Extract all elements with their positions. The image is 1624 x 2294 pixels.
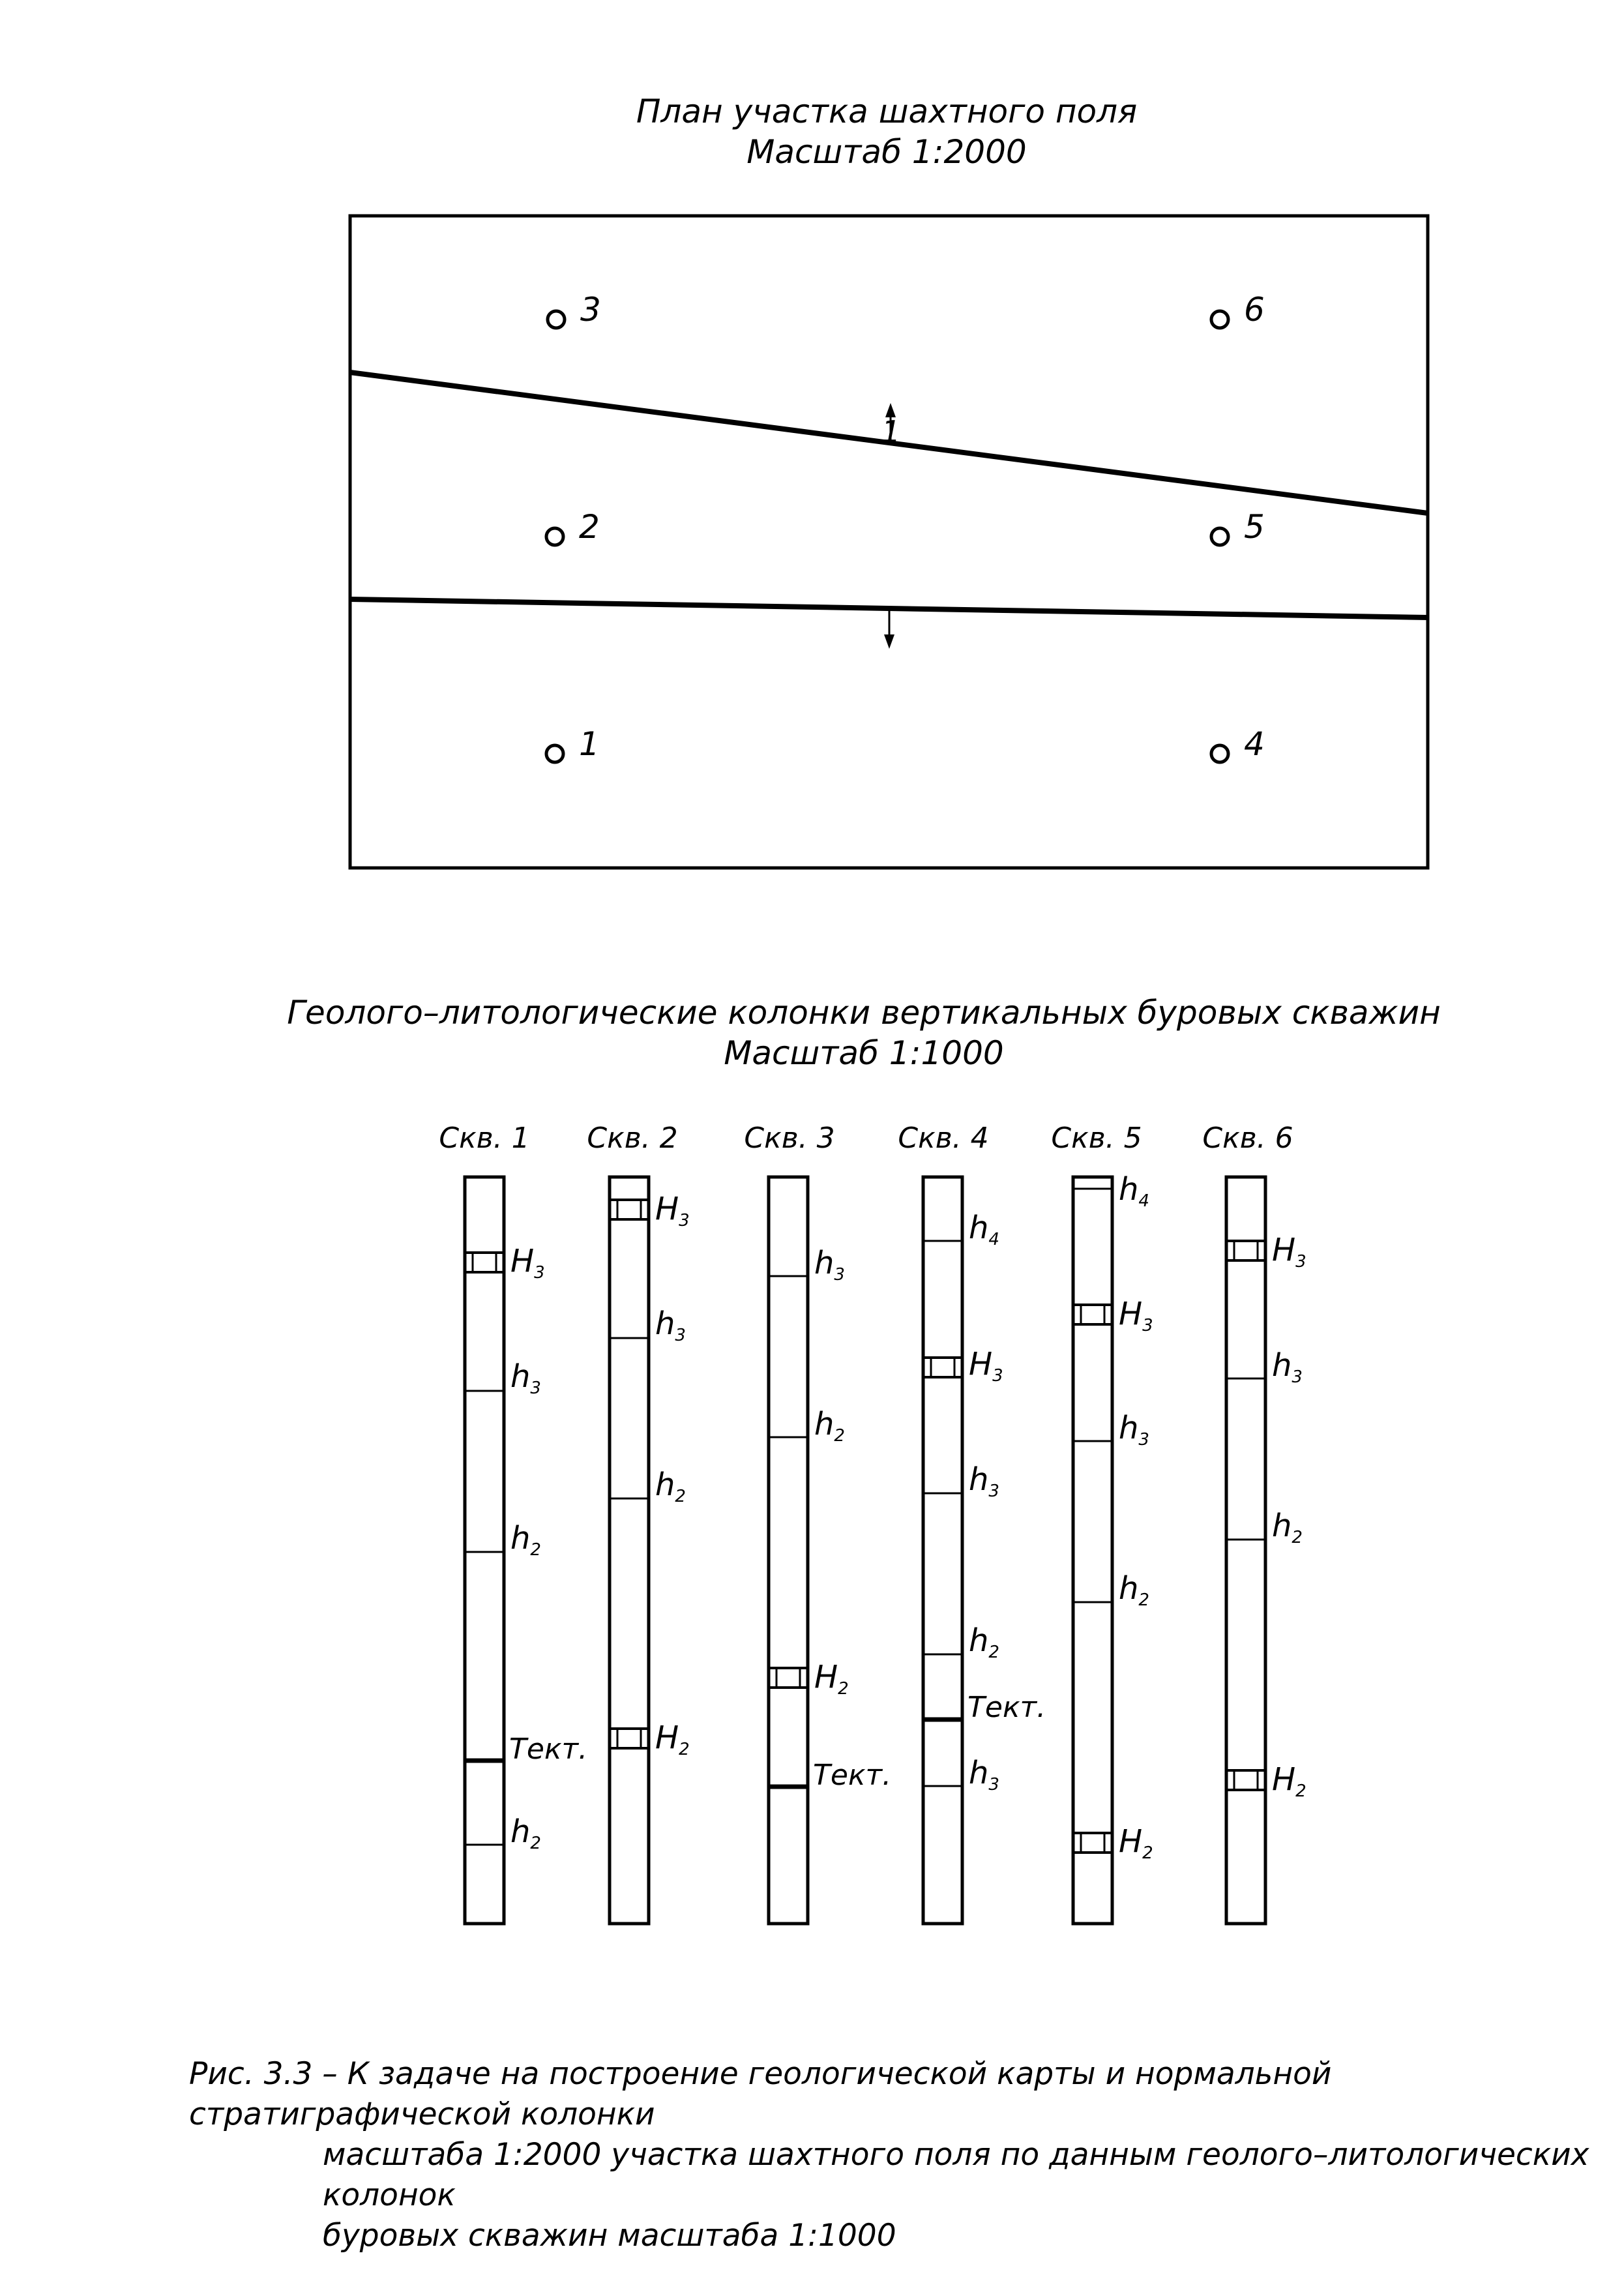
column-6-label-h3: $h_3$ <box>1272 1347 1303 1387</box>
well-6-marker <box>1211 311 1228 328</box>
column-2-frame <box>610 1177 649 1924</box>
column-4-title: Скв. 4 <box>898 1122 989 1155</box>
column-5-title: Скв. 5 <box>1051 1122 1142 1155</box>
column-6-frame <box>1226 1177 1265 1924</box>
plan-frame <box>350 216 1428 868</box>
column-4-frame <box>923 1177 962 1924</box>
well-6-label: 6 <box>1244 291 1265 329</box>
coal-seam-H2 <box>769 1668 808 1688</box>
column-4-label-h3-lower: $h_3$ <box>969 1755 999 1795</box>
column-1-title: Скв. 1 <box>439 1122 530 1155</box>
coal-seam-H3 <box>923 1358 962 1377</box>
column-1-label-h3: $h_3$ <box>510 1358 541 1398</box>
well-4-marker <box>1211 745 1228 762</box>
column-1-label-h2-lower: $h_2$ <box>510 1813 541 1853</box>
column-3-frame <box>769 1177 808 1924</box>
dip-arrow-lower-head <box>884 634 894 649</box>
column-skv-1 <box>439 1122 587 1924</box>
column-6-label-H3: $H_3$ <box>1272 1232 1307 1272</box>
well-3-marker <box>548 311 565 328</box>
column-4-label-h3: $h_3$ <box>969 1461 999 1501</box>
well-1-marker <box>546 745 563 762</box>
column-3-label-H2: $H_2$ <box>814 1659 849 1699</box>
well-5-label: 5 <box>1244 508 1265 546</box>
column-1-frame <box>465 1177 504 1924</box>
plan-map <box>350 216 1428 868</box>
caption-line-1: Рис. 3.3 – К задаче на построение геологической карты и нормальной стратиграфической колонки <box>189 2056 1332 2132</box>
column-2-label-h3: $h_3$ <box>655 1305 686 1345</box>
caption-line-3: буровых скважин масштаба 1:1000 <box>323 2218 896 2254</box>
well-3-label: 3 <box>580 291 601 329</box>
coal-seam-H3 <box>1073 1305 1112 1324</box>
well-4-label: 4 <box>1244 725 1265 763</box>
coal-seam-H3 <box>465 1253 504 1272</box>
coal-seam-H2 <box>610 1729 649 1748</box>
column-2-title: Скв. 2 <box>587 1122 678 1155</box>
coal-seam-H2 <box>1073 1833 1112 1853</box>
column-skv-6 <box>1202 1122 1306 1924</box>
caption-line-2: масштаба 1:2000 участка шахтного поля по данным геолого–литологических колонок <box>323 2137 1589 2213</box>
column-1-label-h2: $h_2$ <box>510 1520 541 1560</box>
well-5-marker <box>1211 528 1228 545</box>
column-skv-5 <box>1051 1122 1153 1924</box>
column-4-label-H3: $H_3$ <box>969 1346 1003 1386</box>
column-5-label-H3: $H_3$ <box>1119 1296 1153 1335</box>
contact-line-label: 1 <box>881 414 901 449</box>
column-5-label-H2: $H_2$ <box>1119 1823 1153 1863</box>
columns-scale: Масштаб 1:1000 <box>724 1034 1004 1072</box>
column-3-label-fault: Тект. <box>813 1759 892 1792</box>
column-5-label-h4: $h_4$ <box>1119 1171 1149 1211</box>
figure-caption <box>189 2054 1591 2256</box>
column-2-label-h2: $h_2$ <box>655 1467 686 1506</box>
columns-title: Геолого–литологические колонки вертикальных буровых скважин <box>287 994 1441 1032</box>
column-5-label-h2: $h_2$ <box>1119 1570 1149 1610</box>
column-3-title: Скв. 3 <box>744 1122 835 1155</box>
plan-scale: Масштаб 1:2000 <box>746 133 1027 171</box>
column-skv-3 <box>744 1122 891 1924</box>
column-5-label-h3: $h_3$ <box>1119 1410 1149 1450</box>
column-2-label-H2: $H_2$ <box>655 1720 690 1759</box>
column-6-label-H2: $H_2$ <box>1272 1761 1307 1801</box>
column-6-label-h2: $h_2$ <box>1272 1508 1303 1547</box>
well-2-marker <box>546 528 563 545</box>
coal-seam-H3 <box>1226 1241 1265 1260</box>
plan-title: План участка шахтного поля <box>636 93 1138 130</box>
column-6-title: Скв. 6 <box>1202 1122 1293 1155</box>
column-1-label-fault: Тект. <box>509 1733 588 1766</box>
column-4-label-h2: $h_2$ <box>969 1622 999 1662</box>
coal-seam-H2 <box>1226 1770 1265 1790</box>
column-1-label-H3: $H_3$ <box>510 1243 545 1283</box>
column-3-label-h2: $h_2$ <box>814 1406 845 1446</box>
column-4-label-h4: $h_4$ <box>969 1210 999 1249</box>
column-3-label-h3: $h_3$ <box>814 1245 845 1285</box>
column-4-label-fault: Тект. <box>967 1691 1046 1724</box>
coal-seam-H3 <box>610 1200 649 1219</box>
well-2-label: 2 <box>579 508 600 546</box>
column-skv-2 <box>587 1122 689 1924</box>
column-skv-4 <box>898 1122 1046 1924</box>
column-2-label-H3: $H_3$ <box>655 1191 690 1230</box>
column-5-frame <box>1073 1177 1112 1924</box>
well-1-label: 1 <box>579 725 600 763</box>
